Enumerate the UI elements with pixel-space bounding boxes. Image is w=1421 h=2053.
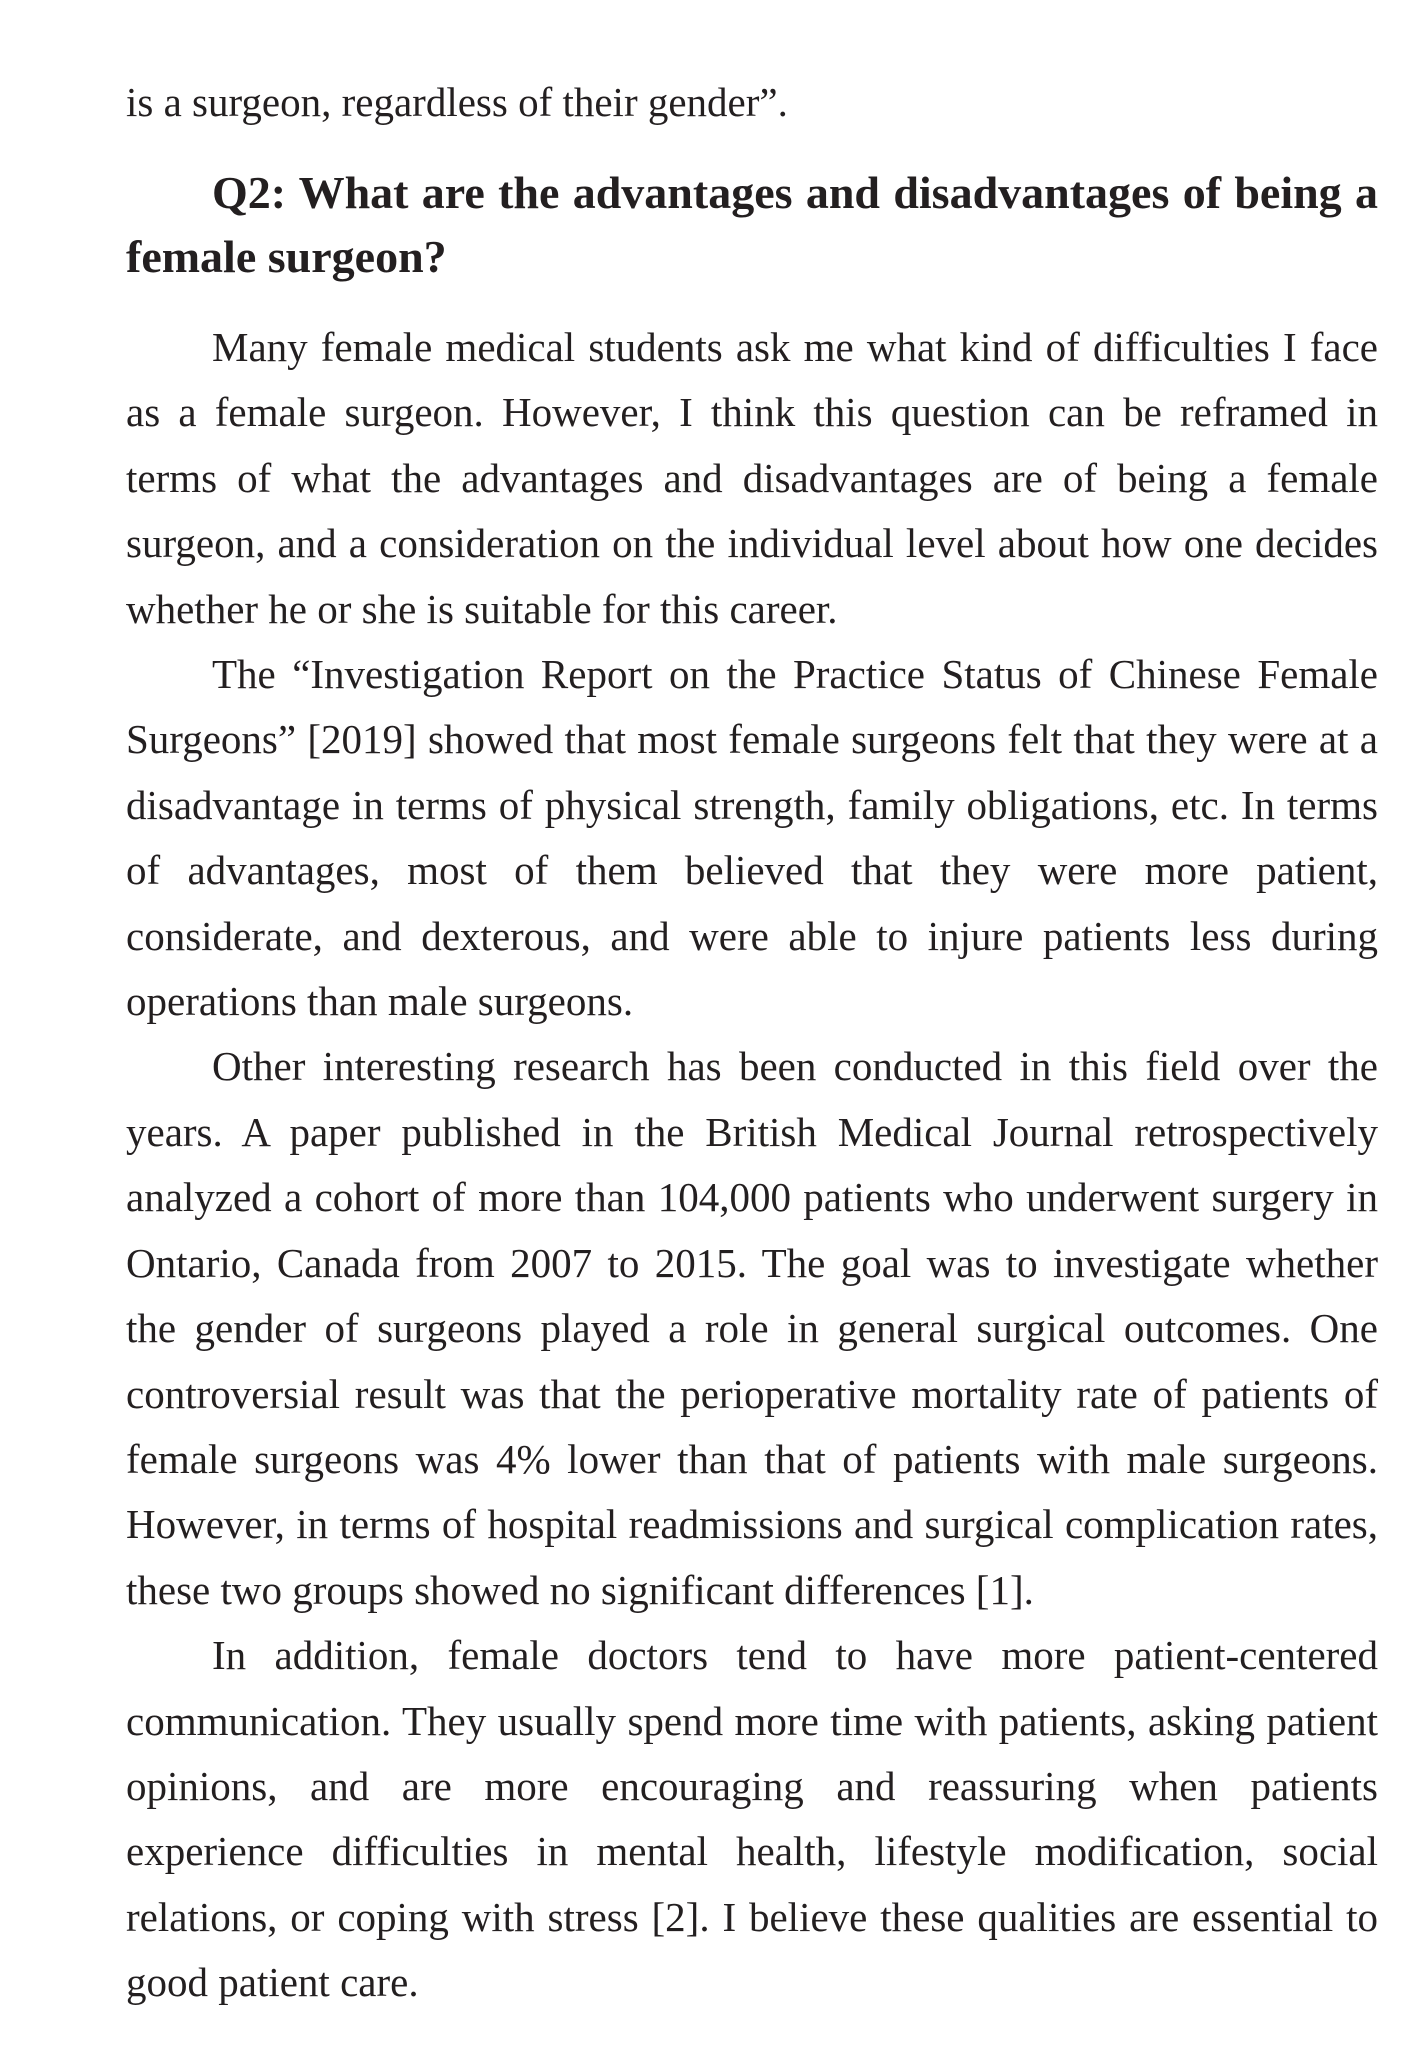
paragraph-communication: In addition, female doctors tend to have more patient-centered communication. They usually spend more time with patients, asking patient opinions, and are more encouraging and reassuring when patients experience difficulties in mental health, lifestyle modification, social relations, or coping with stress [2]. I believe these qualities are essential to good patient care. [126,1632,1378,2006]
document-page [126,70,1378,2016]
continuation-text: is a surgeon, regardless of their gender”. [126,79,788,125]
paragraph-investigation-report: The “Investigation Report on the Practice Status of Chinese Female Surgeons” [2019] showed that most female surgeons felt that they were at a disadvantage in terms of physical strength, family obligations, etc. In terms of advantages, most of them believed that they were more patient, considerate, and dexterous, and were able to injure patients less during operations than male surgeons. [126,651,1378,1025]
question-heading: Q2: What are the advantages and disadvantages of being a female surgeon? [126,167,1378,282]
paragraph-difficulties: Many female medical students ask me what kind of difficulties I face as a female surgeon. However, I think this question can be reframed in terms of what the advantages and disadvantages are of being a female surgeon, and a consideration on the individual level about how one decides whether he or she is suitable for this career. [126,324,1378,632]
paragraph-research: Other interesting research has been conducted in this field over the years. A paper published in the British Medical Journal retrospectively analyzed a cohort of more than 104,000 patients who underwent surgery in Ontario, Canada from 2007 to 2015. The goal was to investigate whether the gender of surgeons played a role in general surgical outcomes. One controversial result was that the perioperative mortality rate of patients of female surgeons was 4% lower than that of patients with male surgeons. However, in terms of hospital readmissions and surgical complication rates, these two groups showed no significant differences [1]. [126,1043,1378,1613]
